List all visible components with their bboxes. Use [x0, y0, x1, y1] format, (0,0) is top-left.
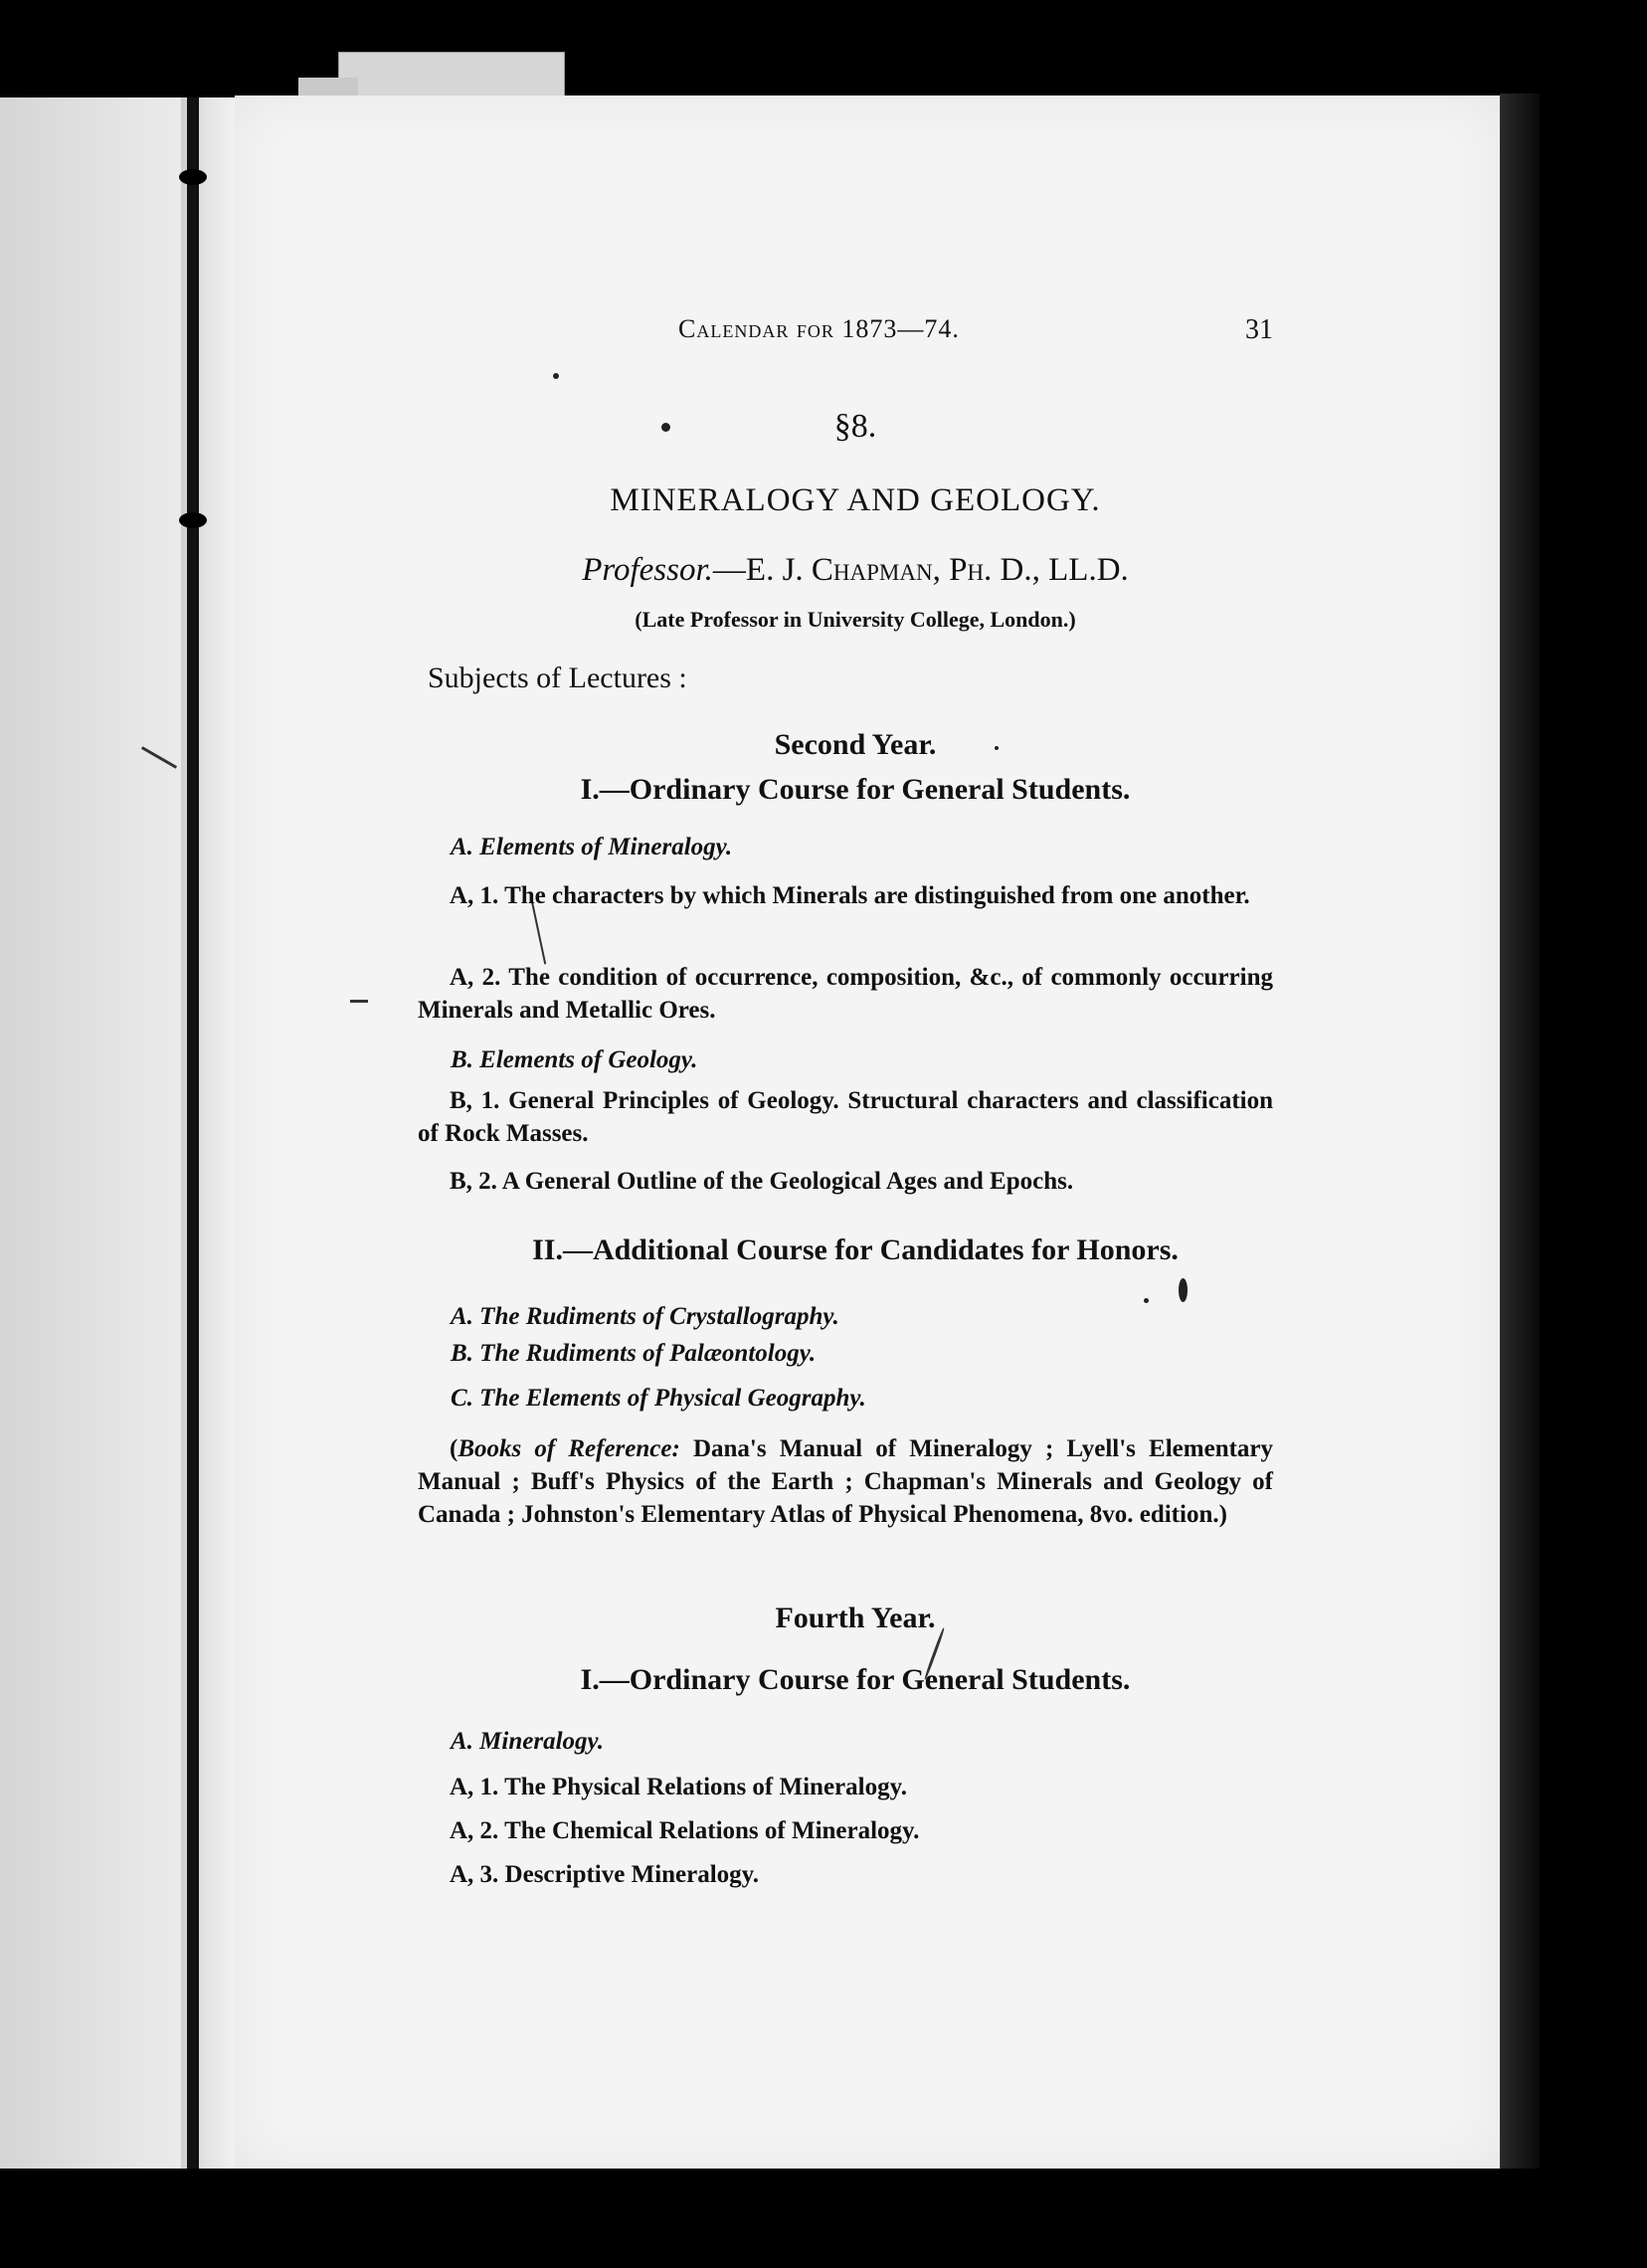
scan-bottom-border [0, 2169, 1647, 2268]
books-of-reference: (Books of Reference: Dana's Manual of Mineralogy ; Lyell's Elementary Manual ; Buff's Physics of the Earth ; Chapman's Minerals and Geology of Canada ; Johnston's Elementary Atlas of Physical Phenomena, 8vo. edition.) [418, 1435, 1274, 1528]
binding-stitch [179, 169, 207, 185]
topic-b1: B, 1. General Principles of Geology. Structural characters and classification of Rock Masses. [418, 1087, 1273, 1147]
elements-mineralogy-label: A. Elements of Mineralogy. [451, 834, 733, 860]
scan-speck [1179, 1278, 1188, 1302]
professor-line [418, 552, 1293, 589]
fourth-topic-a1: A, 1. The Physical Relations of Mineralogy. [450, 1774, 907, 1800]
paper-tab [338, 52, 565, 101]
honors-topic-c: C. The Elements of Physical Geography. [451, 1385, 866, 1412]
binding-spine [187, 97, 199, 2172]
fourth-year-ordinary-heading: I.—Ordinary Course for General Students. [580, 1663, 1131, 1696]
running-head-title: Calendar for 1873—74. [678, 314, 960, 343]
scan-mark [350, 1000, 368, 1003]
mineralogy-label: A. Mineralogy. [451, 1728, 604, 1755]
professor-affiliation: (Late Professor in University College, London.) [635, 607, 1076, 632]
ordinary-course-heading: I.—Ordinary Course for General Students. [580, 773, 1131, 806]
fourth-year-heading: Fourth Year. [775, 1602, 936, 1634]
subjects-label: Subjects of Lectures : [428, 662, 687, 694]
topic-b2: B, 2. A General Outline of the Geological Ages and Epochs. [450, 1168, 1074, 1195]
second-year-heading: Second Year. [774, 728, 937, 761]
scan-speck [553, 373, 559, 379]
page-edge-shadow [1500, 94, 1540, 2171]
elements-geology-label: B. Elements of Geology. [451, 1046, 698, 1073]
honors-topic-a: A. The Rudiments of Crystallography. [451, 1303, 839, 1330]
scan-speck [1144, 1298, 1149, 1303]
topic-a1: A, 1. The characters by which Minerals are distinguished from one another. [450, 882, 1250, 909]
page-number: 31 [1245, 314, 1273, 345]
professor-name: —E. J. Chapman, Ph. D., LL.D. [712, 552, 1129, 588]
honors-topic-b: B. The Rudiments of Palæontology. [451, 1340, 817, 1367]
topic-a2: A, 2. The condition of occurrence, composition, &c., of commonly occurring Minerals and Metallic Ores. [418, 964, 1273, 1024]
binding-stitch [179, 512, 207, 528]
fourth-topic-a2: A, 2. The Chemical Relations of Mineralogy. [450, 1817, 920, 1844]
books-of-reference-label: Books of Reference: [458, 1435, 680, 1462]
fourth-topic-a3: A, 3. Descriptive Mineralogy. [450, 1861, 760, 1888]
section-number: §8. [833, 408, 877, 445]
running-head [418, 314, 1273, 354]
additional-course-heading: II.—Additional Course for Candidates for Honors. [532, 1233, 1179, 1266]
books-of-reference-text: Dana's Manual of Mineralogy ; Lyell's Elementary Manual ; Buff's Physics of the Earth ; Chapman's Minerals and Geology of Canada ; Johnston's Elementary Atlas of Physical Phenomena, 8vo. edition.) [418, 1435, 1274, 1528]
section-title: MINERALOGY AND GEOLOGY. [610, 482, 1101, 518]
professor-role: Professor. [582, 552, 713, 588]
